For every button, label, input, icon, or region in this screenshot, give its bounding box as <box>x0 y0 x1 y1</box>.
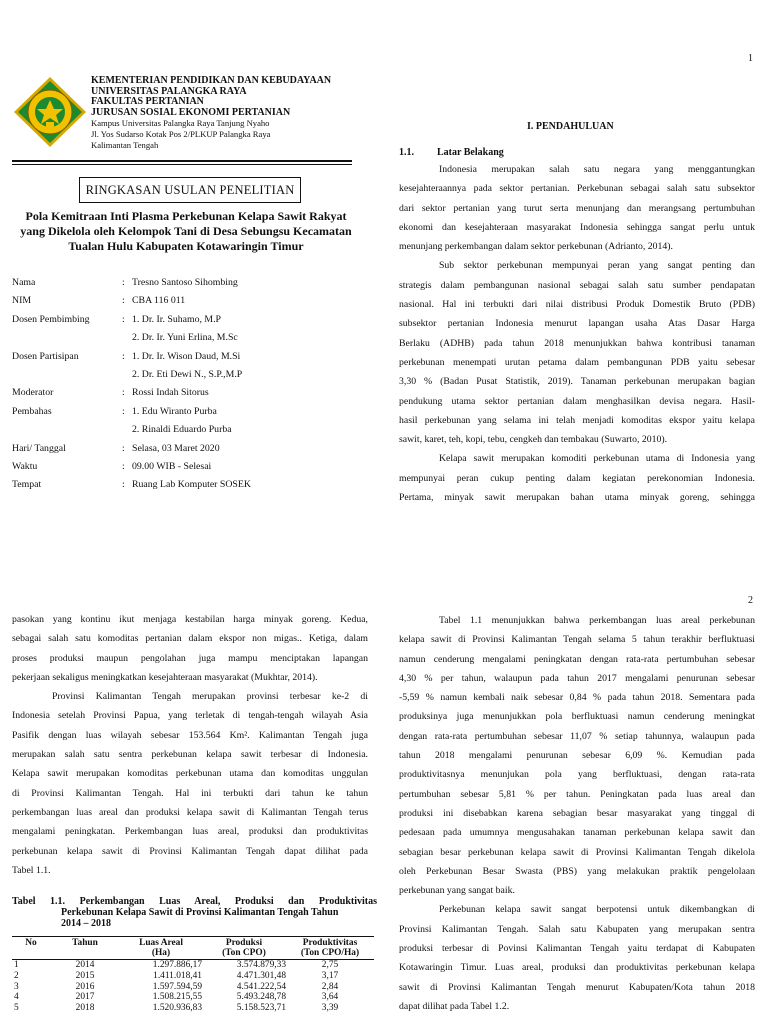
table-cell: 4 <box>14 992 19 1003</box>
text-line: 4,30 % per tahun, walaupun pada tahun 2017 mengalami penurunan sebesar <box>399 672 755 684</box>
info-row <box>12 366 362 384</box>
header-address: Jl. Yos Sudarso Kotak Pos 2/PLKUP Palangka Raya <box>91 128 271 139</box>
column-header: Luas Areal <box>120 937 202 949</box>
header-department: JURUSAN SOSIAL EKONOMI PERTANIAN <box>91 106 291 118</box>
info-row <box>12 311 362 329</box>
column-header: No <box>12 937 50 949</box>
table-cell: 5.158.523,71 <box>236 1003 286 1014</box>
info-label: Tempat <box>12 479 42 491</box>
header-campus: Kampus Universitas Palangka Raya Tanjung Nyaho <box>91 118 270 129</box>
table-header-row <box>12 948 374 960</box>
table-row <box>12 982 374 993</box>
table-cell: 2015 <box>75 970 95 981</box>
table-row <box>12 960 374 971</box>
info-colon: : <box>122 350 125 362</box>
text-line: Tabel 1.1 menunjukkan bahwa perkembangan luas areal perkebunan <box>439 615 755 626</box>
table-cell: 4.471.301,48 <box>236 970 286 981</box>
proposal-title: Pola Kemitraan Inti Plasma Perkebunan Kelapa Sawit Rakyat yang Dikelola oleh Kelompok Tani di Desa Sebungsu Kecamatan Tualan Hulu Kabupaten Kotawaringin Timur <box>20 209 352 253</box>
table-cell: 1.508.215,55 <box>152 992 202 1003</box>
header-ministry: KEMENTERIAN PENDIDIKAN DAN KEBUDAYAAN <box>91 75 332 86</box>
table-row <box>12 1003 374 1014</box>
info-value: 2. Dr. Ir. Yuni Erlina, M.Sc <box>132 332 238 344</box>
info-value: 2. Rinaldi Eduardo Purba <box>132 424 232 436</box>
text-line: oleh Perkebunan Besar Swasta (PBS) yang melakukan praktik pengelolaan <box>399 865 755 877</box>
table-cell: 1.520.936,83 <box>152 1003 202 1014</box>
text-line: pekerjaan sekaligus meningkatkan kesejahteraan masyarakat (Mukhtar, 2014). <box>12 671 318 683</box>
header-province: Kalimantan Tengah <box>91 139 159 150</box>
chapter-title: I. PENDAHULUAN <box>527 121 614 132</box>
text-line: Kotawaringin Timur. Luas areal, produksi dan produktivitas perkebunan kelapa <box>399 962 755 974</box>
text-line: Berlaku (ADHB) pada tahun 2018 menunjukkan bahwa kontribusi tanaman <box>399 337 755 349</box>
text-line: Tabel 1.1. <box>12 864 51 876</box>
table-cell: 3.574.879,33 <box>236 960 286 970</box>
table-cell: 1.411.018,41 <box>153 970 202 981</box>
info-label: Pembahas <box>12 405 52 417</box>
text-line: Pertama, minyak sawit merupakan bahan utama minyak goreng, sehingga <box>399 492 755 504</box>
text-line: kesejahteraannya pada sektor pertanian. Perkebunan sebagai salah satu subsektor <box>399 183 755 195</box>
info-label: Hari/ Tanggal <box>12 442 66 454</box>
text-line: merupakan salah satu sentra perkebunan kelapa sawit terbesar di Indonesia. <box>12 749 368 761</box>
info-value: 09.00 WIB - Selesai <box>132 460 212 472</box>
section-number: 1.1. <box>399 147 414 158</box>
column-header-unit <box>50 948 120 960</box>
header-divider-thick <box>12 160 352 162</box>
column-header-unit: (Ton CPO/Ha) <box>286 948 374 960</box>
university-logo <box>13 76 87 148</box>
section-title: Latar Belakang <box>437 147 504 158</box>
info-value: Ruang Lab Komputer SOSEK <box>132 479 251 491</box>
text-line: Provinsi Kalimantan Tengah. Salah satu Kabupaten yang merupakan sentra <box>399 923 755 935</box>
info-row <box>12 329 362 347</box>
info-colon: : <box>122 405 125 417</box>
info-colon: : <box>122 387 125 399</box>
table-cell: 2,84 <box>321 981 339 992</box>
text-line: pasokan yang kontinu ikut menjaga kestabilan harga minyak goreng. Kedua, <box>12 614 368 625</box>
page-number-2: 2 <box>748 595 753 606</box>
text-line: Pasifik dengan luas wilayah sebesar 153.564 Km². Kalimantan Tengah juga <box>12 729 368 741</box>
text-line: kelapa sawit di Provinsi Kalimantan Tengah selama 5 tahun terakhir berfluktuasi <box>399 634 755 646</box>
table-cell: 2018 <box>75 1003 95 1014</box>
column-header: Tahun <box>50 937 120 949</box>
info-colon: : <box>122 479 125 491</box>
info-row <box>12 274 362 292</box>
info-row <box>12 348 362 366</box>
text-line: Perkebunan kelapa sawit sangat berpotensi untuk dikembangkan di <box>439 904 755 916</box>
info-row <box>12 440 362 458</box>
intro-text-column <box>399 160 755 507</box>
table-cell: 1 <box>14 960 19 970</box>
summary-box-title: RINGKASAN USULAN PENELITIAN <box>79 177 301 203</box>
text-line: 3,30 % (Badan Pusat Statistik, 2019). Tanaman perkebunan merupakan bagian <box>399 376 755 388</box>
text-line: namun cenderung mengalami peningkatan dengan rata-rata pertumbuhan sebesar <box>399 653 755 665</box>
proposal-info-list <box>12 274 362 495</box>
text-line: dapat dilihat pada Tabel 1.2. <box>399 1000 510 1012</box>
header-faculty: FAKULTAS PERTANIAN <box>91 96 204 108</box>
table-caption-line: 2014 – 2018 <box>61 918 111 929</box>
table-cell: 2014 <box>75 960 95 970</box>
text-line: proses produksi maupun pengolahan juga mampu menciptakan lapangan <box>12 652 368 664</box>
info-value: CBA 116 011 <box>132 295 186 307</box>
table-cell: 3,17 <box>321 970 339 981</box>
info-value: Tresno Santoso Sihombing <box>132 277 238 288</box>
text-line: mengalami peningkatan. Perkembangan luas areal, produksi dan produktivitas <box>12 826 368 838</box>
text-line: sebagian besar perkebunan kelapa sawit di Provinsi Kalimantan Tengah dikelola <box>399 846 755 858</box>
text-line: ekonomi dan kesejahteraan masyarakat Indonesia sehingga sangat perlu untuk <box>399 221 755 233</box>
text-line: Provinsi Kalimantan Tengah merupakan provinsi terbesar ke-2 di <box>52 691 368 703</box>
table-cell: 2016 <box>75 981 95 992</box>
info-colon: : <box>122 442 125 454</box>
column-header-unit: (Ton CPO) <box>202 948 286 960</box>
table-cell: 3,64 <box>321 992 339 1003</box>
info-row <box>12 458 362 476</box>
table-cell: 3 <box>14 981 19 992</box>
text-line: sebagai salah satu komoditas pertanian dalam ekspor non migas.. Ketiga, dalam <box>12 633 368 645</box>
text-line: perkebunan menempati urutan petama dalam pembangunan PDB yaitu sebesar <box>399 356 755 368</box>
text-line: Indonesia merupakan salah satu negara yang menggantungkan <box>439 164 755 175</box>
text-line: -5,59 % namun kembali naik sebesar 0,84 % pada tahun 2018. Sementara pada <box>399 692 755 704</box>
table-caption-line: Tabel 1.1. Perkembangan Luas Areal, Produksi dan Produktivitas <box>12 896 377 907</box>
table-caption-line: Perkebunan Kelapa Sawit di Provinsi Kalimantan Tengah Tahun <box>61 907 339 918</box>
info-label: Waktu <box>12 460 38 472</box>
info-label: Nama <box>12 277 36 288</box>
info-colon: : <box>122 313 125 325</box>
header-university: UNIVERSITAS PALANGKA RAYA <box>91 85 247 97</box>
text-line: produksi ini disebabkan karena sebagian besar masyarakat yang tinggal di <box>399 807 755 819</box>
institution-header <box>91 76 351 150</box>
info-label: Dosen Partisipan <box>12 350 79 362</box>
table-cell: 5.493.248,78 <box>236 992 286 1003</box>
table-cell: 2017 <box>75 992 95 1003</box>
info-row <box>12 476 362 494</box>
column-header: Produksi <box>202 937 286 949</box>
table-cell: 1.297.886,17 <box>152 960 202 970</box>
text-line: dengan rata-rata pertumbuhan sebesar 11,07 % setiap tahunnya, walaupun pada <box>399 730 755 742</box>
info-label: NIM <box>12 295 32 307</box>
table-cell: 4.541.222,54 <box>236 981 286 992</box>
text-line: tahun 2018 mengalami penurunan sebesar 6,09 %. Kemudian pada <box>399 750 755 762</box>
text-line: Kelapa sawit merupakan komoditas perkebunan utama dan komoditas unggulan <box>12 768 368 780</box>
table-cell: 1.597.594,59 <box>152 981 202 992</box>
text-line: Kelapa sawit merupakan komoditi perkebunan utama di Indonesia yang <box>439 453 755 465</box>
info-row <box>12 292 362 310</box>
info-value: 1. Dr. Ir. Wison Daud, M.Si <box>132 350 241 362</box>
info-value: 1. Dr. Ir. Suhamo, M.P <box>132 313 221 325</box>
text-line: strategis dalam pembangunan nasional sebagai salah satu sumber pendapatan <box>399 279 755 291</box>
table-caption <box>12 896 377 929</box>
table-row <box>12 992 374 1003</box>
table-header-row <box>12 937 374 949</box>
info-colon: : <box>122 460 125 472</box>
header-divider-thin <box>12 164 352 165</box>
column-header: Produktivitas <box>286 937 374 949</box>
info-colon: : <box>122 277 125 288</box>
text-line: perkebunan yang sangat baik. <box>399 885 515 897</box>
info-colon: : <box>122 295 125 307</box>
text-line: pendukung utama sektor pertanian dalam menghasilkan devisa negara. Hasil- <box>399 395 755 407</box>
info-value: 1. Edu Wiranto Purba <box>132 405 217 417</box>
info-value: Rossi Indah Sitorus <box>132 387 209 399</box>
text-line: sawit di Provinsi Kalimantan Tengah menurut Kabupaten/Kota tahun 2018 <box>399 981 755 993</box>
text-line: mempunyai peran cukup penting dalam kegiatan perekonomian Indonesia. <box>399 472 755 484</box>
info-label: Dosen Pembimbing <box>12 313 90 325</box>
text-line: perkebunan kelapa sawit di Provinsi Kalimantan Tengah dapat dilihat pada <box>12 845 368 857</box>
table-cell: 5 <box>14 1003 19 1014</box>
text-line: Sub sektor perkebunan mempunyai peran yang sangat penting dan <box>439 260 755 272</box>
column-header-unit <box>12 948 50 960</box>
text-line: produksi terbesar di Povinsi Kalimantan Tengah yaitu terdapat di Kabupaten <box>399 943 755 955</box>
page-number-1: 1 <box>748 53 753 64</box>
info-row <box>12 403 362 421</box>
text-line: nasional. Hal ini terbukti dari nilai distribusi Produk Domestik Bruto (PDB) <box>399 299 755 311</box>
table-discussion-column <box>399 611 755 1016</box>
text-line: produksinya juga menunjukkan pola berfluktuasi namun cenderung meningkat <box>399 711 755 723</box>
table-cell: 2,75 <box>321 960 339 970</box>
text-line: hasil perkebunan yang selama ini telah menjadi komoditas ekspor yaitu kelapa <box>399 414 755 426</box>
text-line: Indonesia setelah Provinsi Papua, yang terletak di tengah-tengah wilayah Asia <box>12 710 368 722</box>
text-line: menunjang perkembangan dalam sektor perkebunan (Adrianto, 2014). <box>399 241 673 253</box>
table-cell: 2 <box>14 970 19 981</box>
info-value: 2. Dr. Eti Dewi N., S.P.,M.P <box>132 368 243 380</box>
info-row <box>12 421 362 439</box>
text-line: produktivitasnya menunjukan pola yang berfluktuasi, dengan rata-rata <box>399 769 755 781</box>
table-cell: 3,39 <box>321 1003 339 1014</box>
text-line: pertumbuhan sebesar 5,81 % per tahun. Peningkatan pada luas areal dan <box>399 788 755 800</box>
text-line: di Provinsi Kalimantan Tengah. Hal ini terbukti dari tahun ke tahun <box>12 787 368 799</box>
info-row <box>12 384 362 402</box>
text-line: perkembangan luas areal dan produksi kelapa sawit di Kalimantan Tengah terus <box>12 806 368 818</box>
text-line: sawit, karet, teh, kopi, tebu, cengkeh dan tembakau (Suwarto, 2010). <box>399 434 668 446</box>
continued-text-column <box>12 610 368 880</box>
text-line: subsektor pertanian Indonesia menurut lapangan usaha Atas Dasar Harga <box>399 318 755 330</box>
table-row <box>12 971 374 982</box>
info-label: Moderator <box>12 387 54 399</box>
info-value: Selasa, 03 Maret 2020 <box>132 442 220 454</box>
text-line: pedesaan pada umumnya mengusahakan tanaman perkebunan kelapa sawit dan <box>399 827 755 839</box>
data-table <box>12 936 374 1014</box>
text-line: dari sektor pertanian yang turut serta menunjang dan merangsang pertumbuhan <box>399 202 755 214</box>
column-header-unit: (Ha) <box>120 948 202 960</box>
